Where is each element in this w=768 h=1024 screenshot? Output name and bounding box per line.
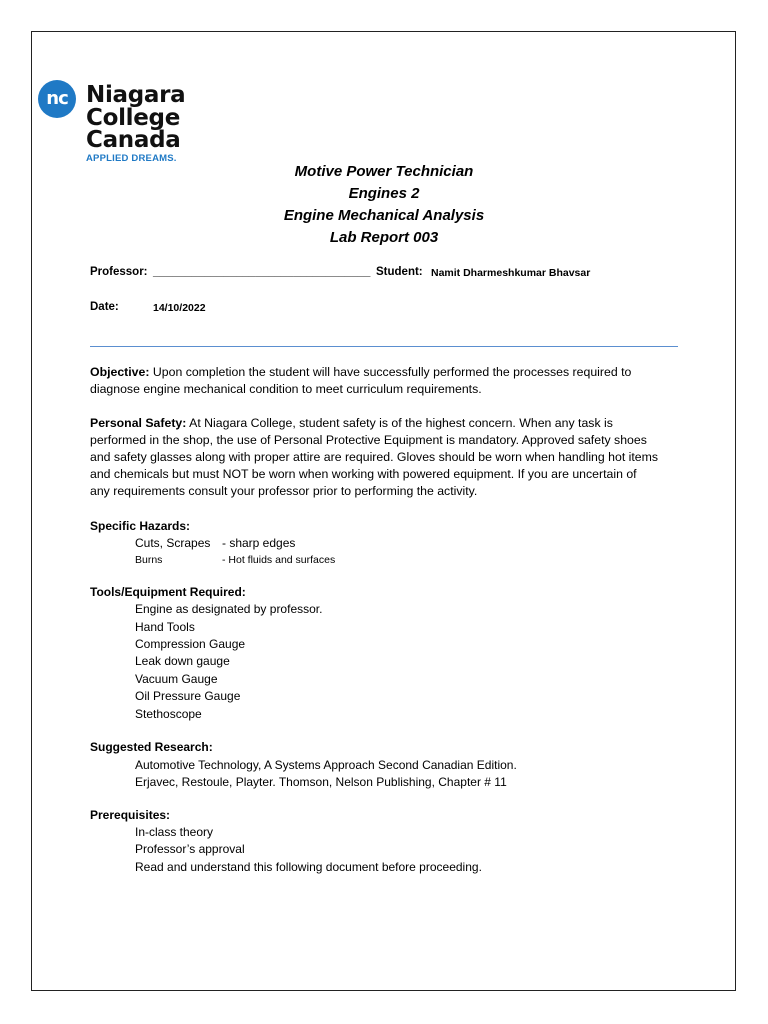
objective-text-1: Upon completion the student will have successfully performed the processes required to bbox=[149, 365, 632, 379]
tool-item: Leak down gauge bbox=[135, 654, 230, 668]
student-label: Student: bbox=[376, 266, 423, 278]
professor-blank: __________________________________ bbox=[153, 266, 371, 278]
tool-item: Engine as designated by professor. bbox=[135, 602, 323, 616]
objective-text-2: diagnose engine mechanical condition to meet curriculum requirements. bbox=[90, 382, 482, 396]
date-value: 14/10/2022 bbox=[153, 302, 206, 314]
date-label: Date: bbox=[90, 301, 119, 313]
section-divider bbox=[90, 346, 678, 347]
prereq-item: Professor’s approval bbox=[135, 842, 245, 856]
research-item: Erjavec, Restoule, Playter. Thomson, Nelson Publishing, Chapter # 11 bbox=[135, 775, 507, 789]
title-line-program: Motive Power Technician bbox=[294, 163, 474, 180]
hazard-desc: - sharp edges bbox=[222, 536, 296, 550]
objective-label: Objective: bbox=[90, 365, 150, 379]
safety-text-1: At Niagara College, student safety is of the highest concern. When any task is bbox=[186, 416, 613, 430]
logo-mark: nc bbox=[38, 80, 76, 118]
college-logo bbox=[38, 80, 188, 165]
prereq-heading: Prerequisites: bbox=[90, 808, 171, 822]
title-line-course: Engines 2 bbox=[348, 185, 420, 202]
research-item: Automotive Technology, A Systems Approach Second Canadian Edition. bbox=[135, 758, 517, 772]
tool-item: Hand Tools bbox=[135, 620, 195, 634]
logo-tagline: APPLIED DREAMS. bbox=[86, 153, 177, 164]
tool-item: Compression Gauge bbox=[135, 637, 246, 651]
objective-paragraph bbox=[90, 364, 680, 398]
tool-item: Vacuum Gauge bbox=[135, 672, 218, 686]
tools-heading: Tools/Equipment Required: bbox=[90, 585, 246, 599]
title-line-report: Lab Report 003 bbox=[329, 229, 439, 246]
logo-word-college: College bbox=[86, 105, 181, 131]
safety-text-3: and safety glasses along with proper attire are required. Gloves should be worn when handling hot items bbox=[90, 450, 659, 464]
safety-text-2: performed in the shop, the use of Personal Protective Equipment is mandatory. Approved safety shoes bbox=[90, 433, 647, 447]
prereq-item: Read and understand this following document before proceeding. bbox=[135, 860, 482, 874]
tool-item: Oil Pressure Gauge bbox=[135, 689, 241, 703]
professor-label: Professor: bbox=[90, 266, 148, 278]
hazard-name: Cuts, Scrapes bbox=[135, 536, 211, 550]
tool-item: Stethoscope bbox=[135, 707, 202, 721]
prereq-item: In-class theory bbox=[135, 825, 214, 839]
safety-paragraph bbox=[90, 415, 680, 500]
safety-text-5: any requirements consult your professor prior to performing the activity. bbox=[90, 484, 478, 498]
hazard-name: Burns bbox=[135, 554, 163, 566]
logo-word-niagara: Niagara bbox=[86, 82, 186, 108]
logo-word-canada: Canada bbox=[86, 127, 181, 153]
hazard-desc: - Hot fluids and surfaces bbox=[222, 554, 336, 566]
research-heading: Suggested Research: bbox=[90, 740, 213, 754]
title-line-topic: Engine Mechanical Analysis bbox=[283, 207, 485, 224]
hazards-heading: Specific Hazards: bbox=[90, 519, 191, 533]
safety-text-4: and chemicals but must NOT be worn when working with powered equipment. If you are uncertain of bbox=[90, 467, 637, 481]
document-title bbox=[234, 161, 534, 249]
safety-label: Personal Safety: bbox=[90, 416, 187, 430]
student-name: Namit Dharmeshkumar Bhavsar bbox=[431, 267, 591, 279]
